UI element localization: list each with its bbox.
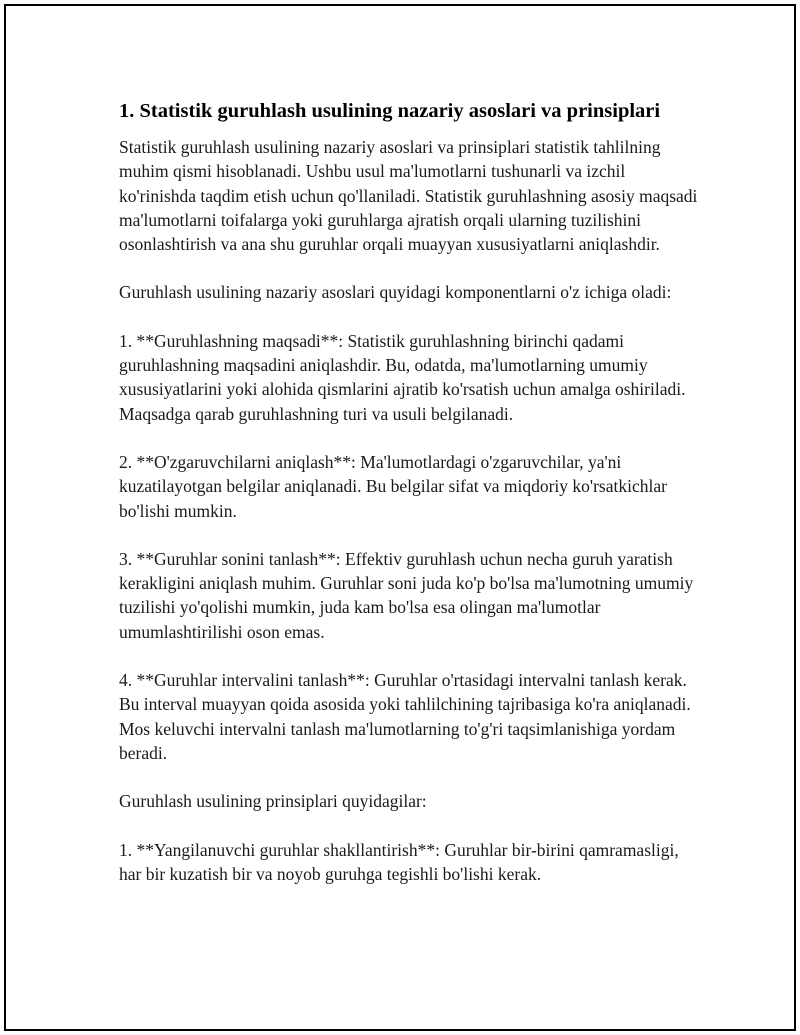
document-body [119, 98, 699, 910]
component-item-variables: 2. **O'zgaruvchilarni aniqlash**: Ma'lumotlardagi o'zgaruvchilar, ya'ni kuzatilayotgan belgilar aniqlanadi. Bu belgilar sifat va miqdoriy ko'rsatkichlar bo'lishi mumkin. [119, 451, 667, 521]
components-intro-paragraph: Guruhlash usulining nazariy asoslari quyidagi komponentlarni o'z ichiga oladi: [119, 282, 672, 303]
principles-intro-paragraph: Guruhlash usulining prinsiplari quyidagilar: [119, 791, 427, 812]
section-title: 1. Statistik guruhlash usulining nazariy asoslari va prinsiplari [119, 100, 661, 122]
component-item-group-interval: 4. **Guruhlar intervalini tanlash**: Guruhlar o'rtasidagi intervalni tanlash kerak. Bu interval muayyan qoida asosida yoki tahlilchining tajribasiga ko'ra aniqlanadi. Mos keluvchi intervalni tanlash ma'lumotlarning to'g'ri taqsimlanishiga yordam beradi. [119, 670, 691, 763]
intro-paragraph: Statistik guruhlash usulining nazariy asoslari va prinsiplari statistik tahlilning muhim qismi hisoblanadi. Ushbu usul ma'lumotlarni tushunarli va izchil ko'rinishda taqdim etish uchun qo'llaniladi. Statistik guruhlashning asosiy maqsadi ma'lumotlarni toifalarga yoki guruhlarga ajratish orqali ularning tuzilishini osonlashtirish va ana shu guruhlar orqali muayyan xususiyatlarni aniqlashdir. [119, 137, 698, 255]
component-item-purpose: 1. **Guruhlashning maqsadi**: Statistik guruhlashning birinchi qadami guruhlashning maqsadini aniqlashdir. Bu, odatda, ma'lumotlarning umumiy xususiyatlarini yoki alohida qismlarini ajratib ko'rsatish uchun amalga oshiriladi. Maqsadga qarab guruhlashning turi va usuli belgilanadi. [119, 330, 686, 424]
page-frame [4, 4, 796, 1031]
principle-item-groups: 1. **Yangilanuvchi guruhlar shakllantirish**: Guruhlar bir-birini qamramasligi, har bir kuzatish bir va noyob guruhga tegishli bo'lishi kerak. [119, 839, 679, 884]
component-item-group-count: 3. **Guruhlar sonini tanlash**: Effektiv guruhlash uchun necha guruh yaratish kerakligini aniqlash muhim. Guruhlar soni juda ko'p bo'lsa ma'lumotning umumiy tuzilishi yo'qolishi mumkin, juda kam bo'lsa esa olingan ma'lumotlar umumlashtirilishi oson emas. [119, 548, 694, 642]
